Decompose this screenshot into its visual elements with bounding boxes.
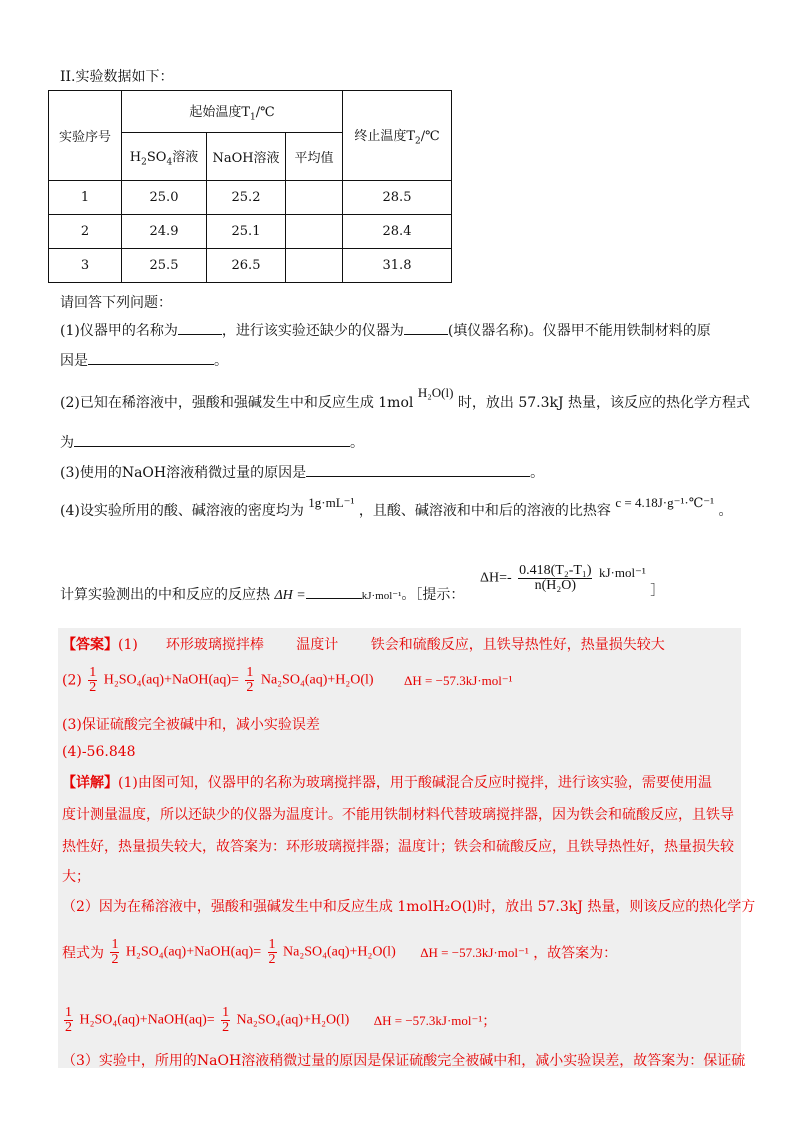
cell-acid: 24.9: [122, 215, 207, 249]
unit-label: kJ·mol⁻¹: [361, 590, 402, 602]
detail-line-8: （3）实验中，所用的NaOH溶液稍微过量的原因是保证硫酸完全被碱中和，减小实验误差，故答案为：保证硫: [62, 1053, 746, 1069]
cell-avg: [286, 181, 343, 215]
answer-line-4: (4)-56.848: [62, 744, 136, 760]
header-base: NaOH溶液: [207, 133, 286, 181]
table-row: [49, 249, 452, 283]
header-start-temp: 起始温度$T_1/℃$: [122, 91, 343, 133]
cell-base: 25.2: [207, 181, 286, 215]
cell-acid: 25.0: [122, 181, 207, 215]
question-2-line-1: (2)已知在稀溶液中，强酸和强碱发生中和反应生成 1mol H₂O(l) 时，放出 57.3kJ 热量，该反应的热化学方程式: [60, 385, 751, 411]
detail-line-5: （2）因为在稀溶液中，强酸和强碱发生中和反应生成 1molH₂O(l)时，放出 57.3kJ 热量，则该反应的热化学方: [62, 899, 756, 915]
density-value: 1g·mL⁻¹: [308, 495, 355, 510]
question-1-line-1: (1)仪器甲的名称为 ，进行该实验还缺少的仪器为 (填仪器名称)。仪器甲不能用铁制材料的原: [60, 320, 711, 340]
section-heading: II.实验数据如下：: [60, 69, 174, 85]
detail-line-4: 大；: [62, 869, 90, 885]
cell-avg: [286, 215, 343, 249]
question-4-line-1: (4)设实验所用的酸、碱溶液的密度均为 1g·mL⁻¹ ，且酸、碱溶液和中和后的溶液的比热容 c = 4.18J·g⁻¹·℃⁻¹ 。: [60, 495, 733, 519]
answer-tag: 【答案】: [62, 637, 118, 653]
detail-line-3: 热性好，热量损失较大，故答案为：环形玻璃搅拌器；温度计；铁会和硫酸反应，且铁导热性好，热量损失较: [62, 839, 734, 855]
water-formula: H₂O(l): [417, 385, 454, 400]
answer-line-1: 【答案】(1) 环形玻璃搅拌棒 温度计 铁会和硫酸反应，且铁导热性好，热量损失较大: [62, 637, 665, 653]
question-1-line-2: 因是 。: [60, 350, 228, 370]
header-index: 实验序号: [49, 91, 122, 181]
detail-line-2: 度计测量温度，所以还缺少的仪器为温度计。不能用铁制材料代替玻璃搅拌器，因为铁会和硫酸反应，且铁导: [62, 807, 734, 823]
header-end-temp: 终止温度$T_2/℃$: [343, 91, 452, 181]
delta-h-label: ΔH =: [274, 588, 306, 603]
answer-line-2: (2) $\frac{1}{2}$ H₂SO₄(aq)+NaOH(aq)= $\frac{1}{2}$ Na₂SO₄(aq)+H₂O(l) ΔH = −57.3kJ·mol⁻¹: [62, 665, 513, 695]
cell-base: 25.1: [207, 215, 286, 249]
cell-end: 31.8: [343, 249, 452, 283]
detail-line-1: 【详解】(1)由图可知，仪器甲的名称为玻璃搅拌器，用于酸碱混合反应时搅拌，进行该实验，需要使用温: [62, 775, 712, 791]
detail-tag: 【详解】: [62, 775, 118, 791]
cell-end: 28.4: [343, 215, 452, 249]
questions-prompt: 请回答下列问题：: [60, 295, 172, 311]
table-row: [49, 181, 452, 215]
data-table: [48, 90, 452, 283]
cell-index: 2: [49, 215, 122, 249]
question-2-line-2: 为 。: [60, 432, 364, 452]
cell-index: 1: [49, 181, 122, 215]
answer-line-3: (3)保证硫酸完全被碱中和，减小实验误差: [62, 717, 320, 733]
cell-end: 28.5: [343, 181, 452, 215]
cell-index: 3: [49, 249, 122, 283]
question-3: (3)使用的NaOH溶液稍微过量的原因是 。: [60, 462, 544, 482]
header-avg: 平均值: [286, 133, 343, 181]
cell-base: 26.5: [207, 249, 286, 283]
detail-line-7: $\frac{1}{2}$ H₂SO₄(aq)+NaOH(aq)= $\frac{1}{2}$ Na₂SO₄(aq)+H₂O(l) ΔH = −57.3kJ·mol⁻¹；: [65, 1005, 497, 1035]
cell-acid: 25.5: [122, 249, 207, 283]
hint-formula: ΔH=- $\frac{\text{0.418(T₂-T₁)}}{\text{n(H₂O)}}$ kJ·mol⁻¹ ］: [480, 563, 665, 599]
specific-heat-value: c = 4.18J·g⁻¹·℃⁻¹: [615, 495, 714, 510]
header-acid: $H_2SO_4$溶液: [122, 133, 207, 181]
question-4-line-2: 计算实验测出的中和反应的反应热 ΔH = kJ·mol⁻¹。［提示：: [60, 584, 464, 604]
cell-avg: [286, 249, 343, 283]
table-row: [49, 215, 452, 249]
detail-line-6: 程式为 $\frac{1}{2}$ H₂SO₄(aq)+NaOH(aq)= $\frac{1}{2}$ Na₂SO₄(aq)+H₂O(l) ΔH = −57.3kJ·mol⁻¹ ，故答案为：: [62, 937, 618, 967]
